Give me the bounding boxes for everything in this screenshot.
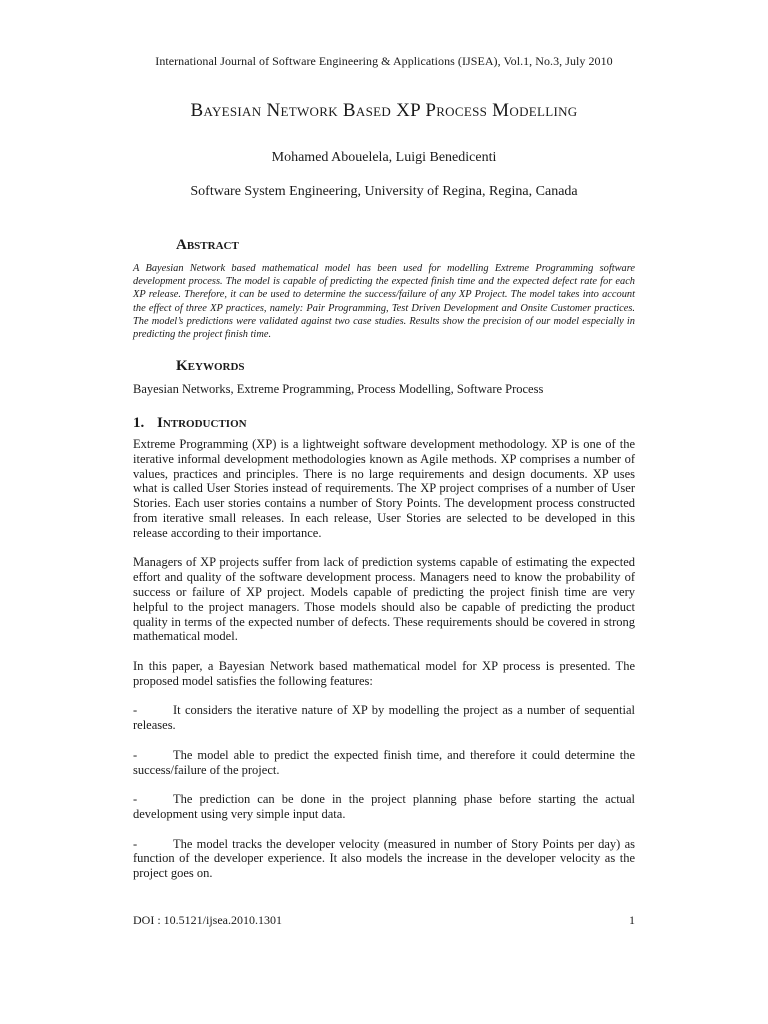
page-number: 1 xyxy=(629,913,635,927)
list-item-text: The prediction can be done in the project planning phase before starting the actual development using very simple input data. xyxy=(133,792,635,821)
list-marker: - xyxy=(133,703,138,718)
section-number: 1. xyxy=(133,415,145,431)
paragraph: Managers of XP projects suffer from lack of prediction systems capable of estimating the expected effort and quality of the software development process. Managers need to know the probability of success or failure of XP project. Models capable of predicting the project finish time are very helpful to the project managers. Those models should also be capable of predicting the product quality in terms of the expected number of defects. These requirements should be covered in strong mathematical model. xyxy=(133,555,635,644)
paper-title: Bayesian Network Based XP Process Modelling xyxy=(190,100,578,121)
list-item xyxy=(133,703,635,733)
keywords-heading: Keywords xyxy=(176,358,245,374)
paper-authors: Mohamed Abouelela, Luigi Benedicenti xyxy=(271,150,497,165)
list-item xyxy=(133,748,635,778)
abstract-heading: Abstract xyxy=(176,237,239,253)
paragraph: Extreme Programming (XP) is a lightweight software development methodology. XP is one of the iterative informal development methodologies known as Agile methods. XP comprises a number of values, practices and principles. There is no large requirements and design documents. XP uses what is called User Stories instead of requirements. The XP project comprises of a number of User Stories. Each user stories contains a number of Story Points. The development process constructed from iterative small releases. In each release, User Stories are selected to be developed in this release according to their importance. xyxy=(133,437,635,540)
list-marker: - xyxy=(133,836,138,851)
running-head: International Journal of Software Engineering & Applications (IJSEA), Vol.1, No.3, July 2010 xyxy=(155,54,613,68)
list-item xyxy=(133,837,635,881)
list-marker: - xyxy=(133,792,138,807)
list-item-text: The model tracks the developer velocity (measured in number of Story Points per day) as function of the developer experience. It also models the increase in the developer velocity as the project goes on. xyxy=(133,836,635,881)
paragraph: In this paper, a Bayesian Network based mathematical model for XP process is presented. The proposed model satisfies the following features: xyxy=(133,658,635,688)
section-title: Introduction xyxy=(157,415,247,431)
list-item xyxy=(133,792,635,822)
paper-affiliation: Software System Engineering, University of Regina, Regina, Canada xyxy=(190,184,578,199)
footer-doi: DOI : 10.5121/ijsea.2010.1301 xyxy=(133,913,282,927)
introduction-body xyxy=(133,437,635,896)
list-marker: - xyxy=(133,747,138,762)
abstract-text: A Bayesian Network based mathematical model has been used for modelling Extreme Programming software development process. The model is capable of predicting the expected finish time and the expected defect rate for each XP release. Therefore, it can be used to determine the success/failure of any XP Project. The model takes into account the effect of three XP practices, namely: Pair Programming, Test Driven Development and Onsite Customer practices. The model’s predictions were validated against two case studies. Results show the precision of our model especially in predicting the project finish time. xyxy=(133,263,635,341)
keywords-text: Bayesian Networks, Extreme Programming, Process Modelling, Software Process xyxy=(133,382,544,396)
list-item-text: It considers the iterative nature of XP by modelling the project as a number of sequential releases. xyxy=(133,703,635,733)
section-heading-introduction xyxy=(133,415,247,432)
list-item-text: The model able to predict the expected finish time, and therefore it could determine the success/failure of the project. xyxy=(133,747,635,777)
